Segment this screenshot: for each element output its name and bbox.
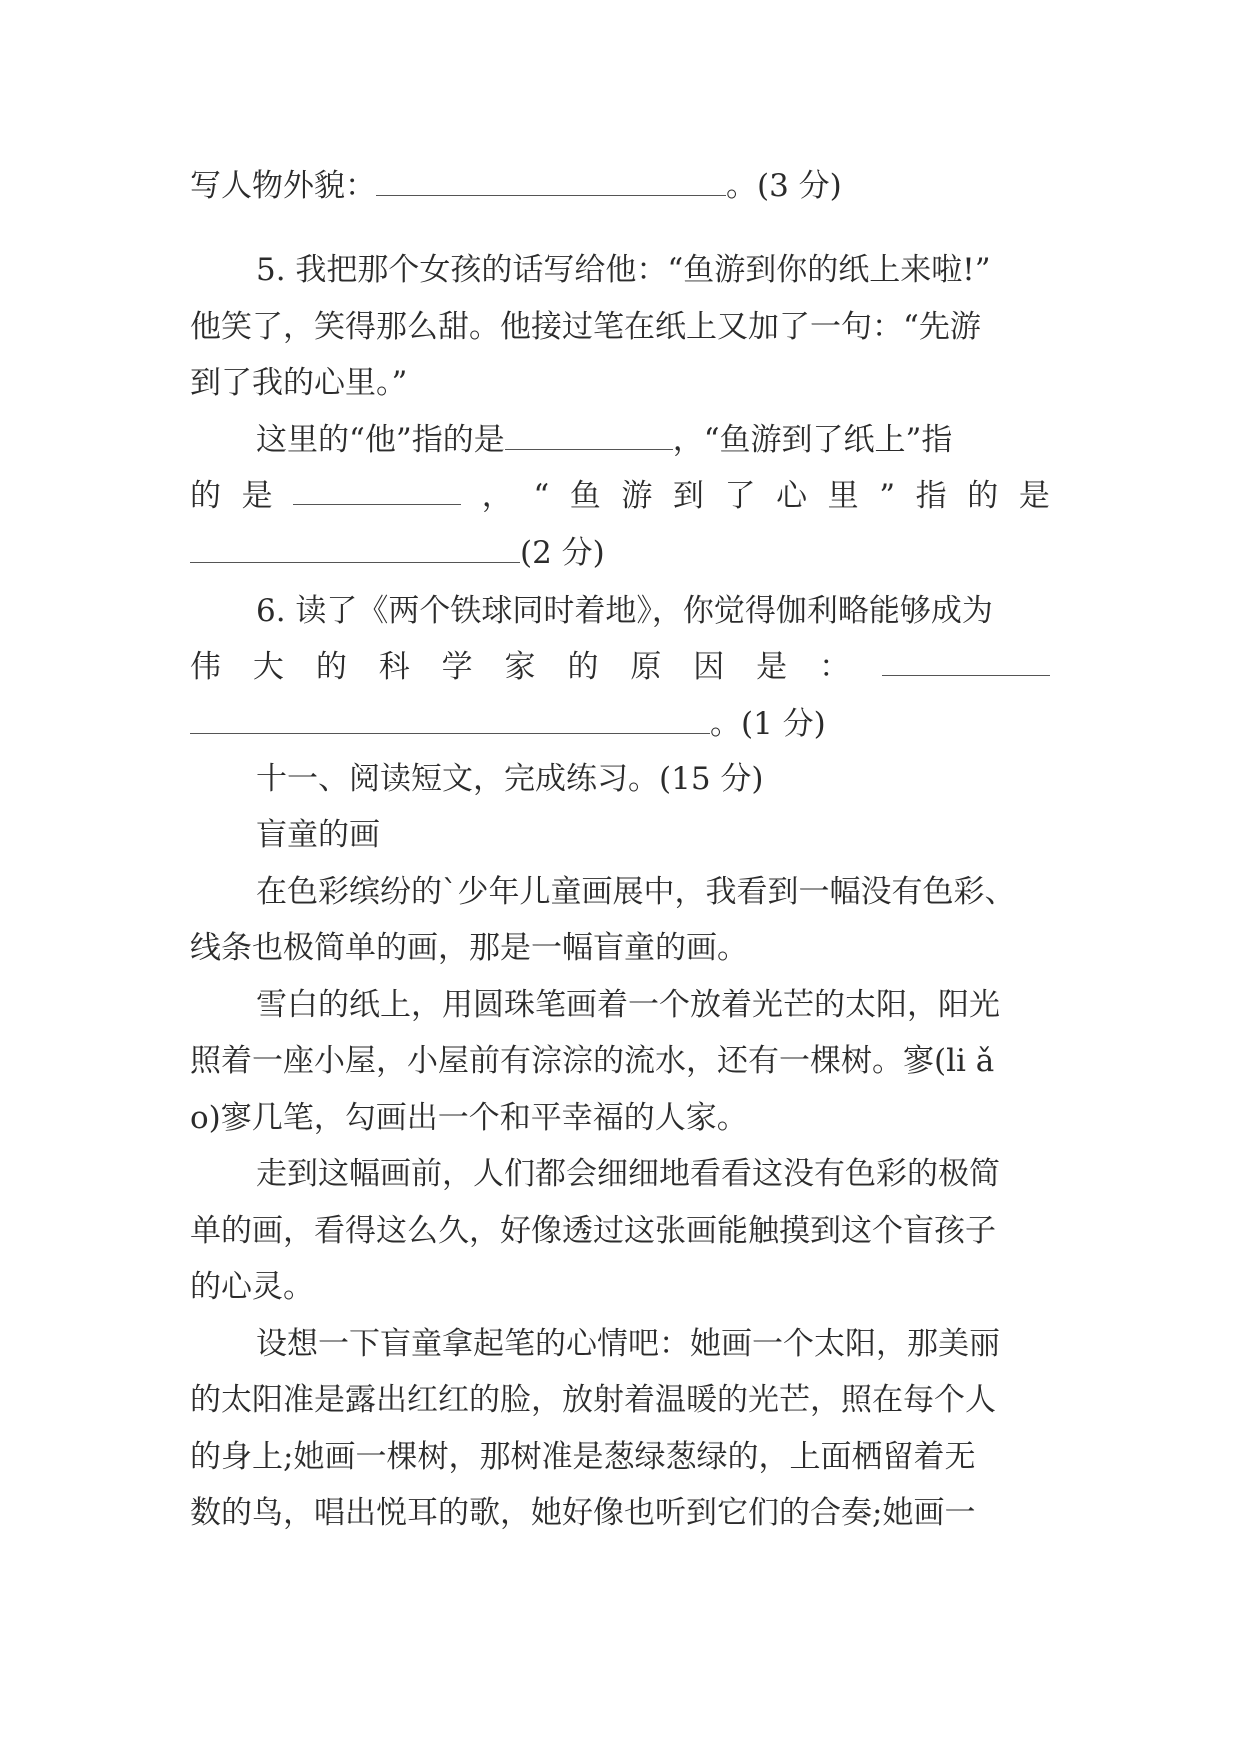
- question-6-justified: [190, 645, 1050, 689]
- char: 学: [441, 649, 473, 685]
- char: 因: [693, 649, 725, 685]
- question-6-answer: [190, 702, 1050, 746]
- char: 大: [252, 649, 284, 685]
- line-text: ，“鱼游到了纸上”指: [672, 422, 953, 458]
- score-text: 。(1 分): [710, 706, 826, 742]
- char: 里: [827, 478, 859, 514]
- passage-line: 的太阳准是露出红红的脸，放射着温暖的光芒，照在每个人: [190, 1382, 996, 1418]
- score-text: (2 分): [520, 535, 605, 571]
- passage-title: 盲童的画: [256, 817, 380, 853]
- line-text: 这里的“他”指的是: [256, 422, 505, 458]
- question-5-cont: 到了我的心里。”: [190, 365, 408, 401]
- line-appearance: [190, 164, 1050, 208]
- char: 的: [567, 649, 599, 685]
- char: 心: [776, 478, 808, 514]
- passage-line: 雪白的纸上，用圆珠笔画着一个放着光芒的太阳，阳光: [256, 987, 1000, 1023]
- char: 游: [621, 478, 653, 514]
- answer-blank[interactable]: [190, 532, 520, 563]
- passage-line: 在色彩缤纷的`少年儿童画展中，我看到一幅没有色彩、: [256, 874, 1016, 910]
- char: 是: [241, 478, 273, 514]
- passage-line: 数的鸟，唱出悦耳的歌，她好像也听到它们的合奏;她画一: [190, 1495, 976, 1531]
- char: 的: [967, 478, 999, 514]
- char: 是: [756, 649, 788, 685]
- answer-blank[interactable]: [293, 474, 461, 505]
- answer-blank[interactable]: [882, 645, 1050, 676]
- score-text: 。(3 分): [726, 168, 842, 204]
- char: ，: [481, 478, 513, 514]
- char: 原: [630, 649, 662, 685]
- char: 科: [378, 649, 410, 685]
- passage-line: 单的画，看得这么久，好像透过这张画能触摸到这个盲孩子: [190, 1213, 996, 1249]
- passage-line: 的身上;她画一棵树，那树准是葱绿葱绿的，上面栖留着无: [190, 1439, 976, 1475]
- section-heading: 十一、阅读短文，完成练习。(15 分): [256, 761, 764, 797]
- question-5: 5. 我把那个女孩的话写给他：“鱼游到你的纸上来啦!”: [256, 252, 991, 288]
- passage-line: 线条也极简单的画，那是一幅盲童的画。: [190, 930, 748, 966]
- passage-line: 照着一座小屋，小屋前有淙淙的流水，还有一棵树。寥(li ǎ: [190, 1043, 995, 1079]
- passage-line: 的心灵。: [190, 1269, 314, 1305]
- question-5-prompt-justified: [190, 474, 1050, 518]
- char: 了: [724, 478, 756, 514]
- char: 鱼: [569, 478, 601, 514]
- char: ：: [819, 649, 851, 685]
- answer-blank[interactable]: [505, 419, 673, 450]
- char: ”: [879, 478, 896, 514]
- line-text: 写人物外貌：: [190, 168, 376, 204]
- char: 家: [504, 649, 536, 685]
- char: 的: [315, 649, 347, 685]
- answer-blank[interactable]: [376, 165, 726, 196]
- char: 的: [190, 478, 221, 514]
- char: “: [533, 478, 550, 514]
- char: 到: [672, 478, 704, 514]
- char: 指: [915, 478, 947, 514]
- passage-line: 设想一下盲童拿起笔的心情吧：她画一个太阳，那美丽: [256, 1326, 1000, 1362]
- question-5-answer: [190, 531, 1050, 575]
- char: 是: [1018, 478, 1050, 514]
- char: 伟: [190, 649, 221, 685]
- question-5-prompt: [256, 418, 1050, 462]
- passage-line: o)寥几笔，勾画出一个和平幸福的人家。: [190, 1100, 748, 1136]
- question-5-cont: 他笑了，笑得那么甜。他接过笔在纸上又加了一句：“先游: [190, 309, 981, 345]
- question-6: 6. 读了《两个铁球同时着地》，你觉得伽利略能够成为: [256, 593, 993, 629]
- answer-blank[interactable]: [190, 703, 710, 734]
- passage-line: 走到这幅画前，人们都会细细地看看这没有色彩的极简: [256, 1156, 1000, 1192]
